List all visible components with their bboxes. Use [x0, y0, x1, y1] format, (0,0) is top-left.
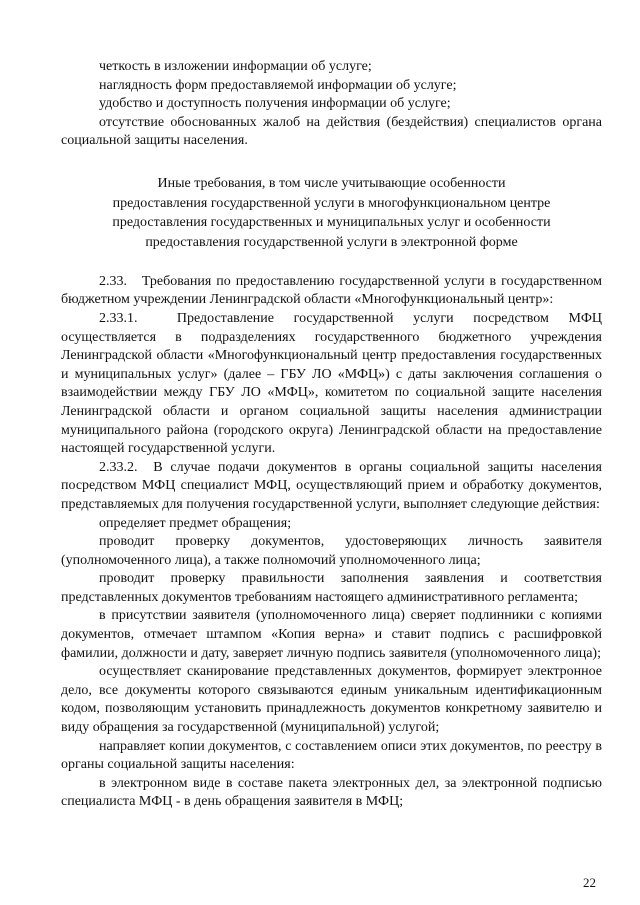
list-item: проводит проверку документов, удостоверяющих личность заявителя (уполномоченного лица), а также полномочий уполномоченного лица; [61, 534, 602, 568]
section-heading [61, 174, 602, 253]
list-item: в присутствии заявителя (уполномоченного лица) сверяет подлинники с копиями документов, отмечает штампом «Копия верна» и ставит подпись с расшифровкой фамилии, должности и дату, заверяет личную подпись заявителя (уполномоченного лица); [61, 608, 602, 661]
list-item: четкость в изложении информации об услуге; [99, 59, 372, 74]
list-item: направляет копии документов, с составлением описи этих документов, по реестру в органы социальной защиты населения: [61, 738, 602, 773]
document-page [61, 58, 602, 812]
heading-line: предоставления государственной услуги в электронной форме [145, 235, 518, 251]
heading-line: Иные требования, в том числе учитывающие особенности [157, 175, 506, 191]
list-item: осуществляет сканирование представленных документов, формирует электронное дело, все документы которого связываются единым уникальным идентификационным кодом, позволяющим установить принадлежность документов конкретному заявителю и виду обращения за государственной (муниципальной) услугой; [61, 664, 602, 736]
paragraph-2-33-1: 2.33.1. Предоставление государственной услуги посредством МФЦ осуществляется в подразделениях государственного бюджетного учреждения Ленинградской области «Многофункциональный центр предоставления государственных и муниципальных услуг» (далее – ГБУ ЛО «МФЦ») с даты заключения соглашения о взаимодействии между ГБУ ЛО «МФЦ», комитетом по социальной защите населения Ленинградской области и органом социальной защиты населения администрации муниципального района (городского округа) Ленинградской области на предоставление настоящей государственной услуги. [61, 310, 602, 457]
list-item: в электронном виде в составе пакета электронных дел, за электронной подписью специалиста МФЦ - в день обращения заявителя в МФЦ; [61, 775, 602, 810]
heading-line: предоставления государственной услуги в многофункциональном центре [112, 195, 551, 211]
paragraph-2-33: 2.33. Требования по предоставлению государственной услуги в государственном бюджетном учреждении Ленинградской области «Многофункциональный центр»: [61, 273, 602, 308]
list-item: наглядность форм предоставляемой информации об услуге; [99, 77, 457, 93]
list-item: определяет предмет обращения; [99, 515, 292, 531]
list-item: отсутствие обоснованных жалоб на действия (бездействия) специалистов органа социальной защиты населения. [61, 114, 602, 149]
list-item: проводит проверку правильности заполнения заявления и соответствия представленных документов требованиям настоящего административного регламента; [61, 571, 602, 605]
page-number: 22 [583, 875, 596, 890]
list-item: удобство и доступность получения информации об услуге; [99, 96, 451, 112]
heading-line: предоставления государственных и муниципальных услуг и особенности [112, 215, 551, 231]
paragraph-2-33-2: 2.33.2. В случае подачи документов в органы социальной защиты населения посредством МФЦ специалист МФЦ, осуществляющий прием и обработку документов, представляемых для получения государственной услуги, выполняет следующие действия: [61, 459, 602, 512]
